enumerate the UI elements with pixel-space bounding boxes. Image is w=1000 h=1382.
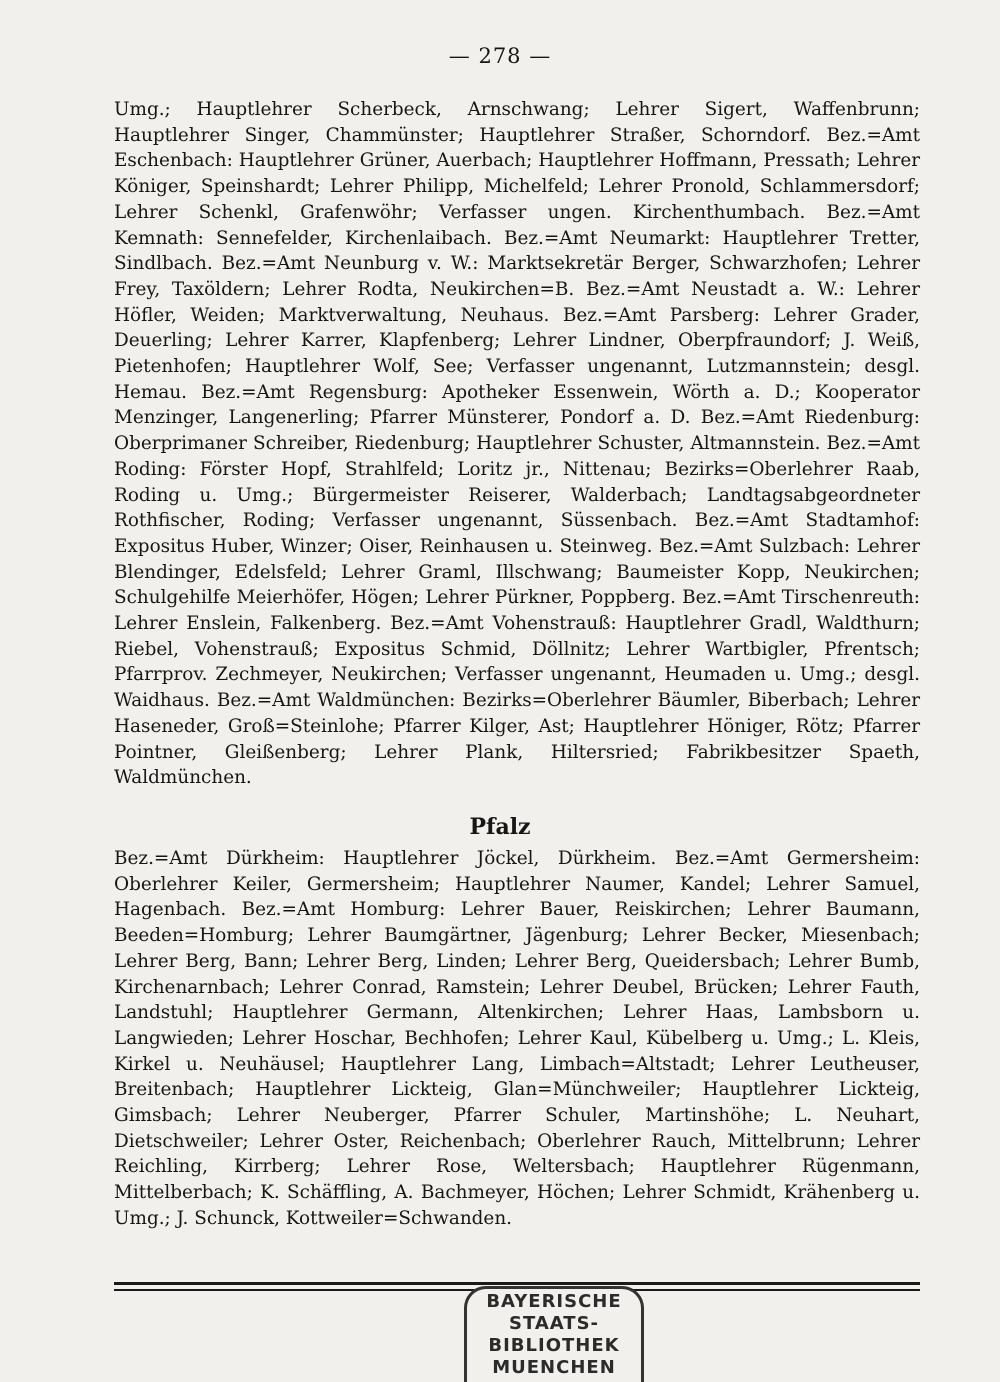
stamp-line: BIBLIOTHEK — [488, 1335, 620, 1356]
oberpfalz-contributors-paragraph — [114, 97, 920, 791]
section-heading-pfalz: Pfalz — [469, 814, 531, 840]
footer-rule — [114, 1282, 920, 1285]
page-number: — 278 — — [448, 44, 552, 68]
body-text: Bez.=Amt Dürkheim: Hauptlehrer Jöckel, Dürkheim. Bez.=Amt Germersheim: Oberlehrer Keiler, Germersheim; Hauptlehrer Naumer, Kandel; Lehrer Samuel, Hagenbach. Bez.=Amt Homburg: Lehrer Bauer, Reiskirchen; Lehrer Baumann, Beeden=Homburg; Lehrer Baumgärtner, Jägenburg; Lehrer Becker, Miesenbach; Lehrer Berg, Bann; Lehrer Berg, Linden; Lehrer Berg, Queidersbach; Lehrer Bumb, Kirchenarnbach; Lehrer Conrad, Ramstein; Lehrer Deubel, Brücken; Lehrer Fauth, Landstuhl; Hauptlehrer Germann, Altenkirchen; Lehrer Haas, Lambsborn u. Langwieden; Lehrer Hoschar, Bechhofen; Lehrer Kaul, Kübelberg u. Umg.; L. Kleis, Kirkel u. Neuhäusel; Hauptlehrer Lang, Limbach=Altstadt; Lehrer Leutheuser, Breitenbach; Hauptlehrer Lickteig, Glan=Münchweiler; Hauptlehrer Lickteig, Gimsbach; Lehrer Neuberger, Pfarrer Schuler, Martinshöhe; L. Neuhart, Dietschweiler; Lehrer Oster, Reichenbach; Oberlehrer Rauch, Mittelbrunn; Lehrer Reichling, Kirrberg; Lehrer Rose, Weltersbach; Hauptlehrer Rügenmann, Mittelberbach; K. Schäffling, A. Bachmeyer, Höchen; Lehrer Schmidt, Krähenberg u. Umg.; J. Schunck, Kottweiler=Schwanden. — [114, 848, 920, 1229]
pfalz-contributors-paragraph — [114, 846, 920, 1232]
stamp-line: STAATS- — [508, 1313, 600, 1334]
body-text: Umg.; Hauptlehrer Scherbeck, Arnschwang; Lehrer Sigert, Waffenbrunn; Hauptlehrer Singer, Chammünster; Hauptlehrer Straßer, Schorndorf. Bez.=Amt Eschenbach: Hauptlehrer Grüner, Auerbach; Hauptlehrer Hoffmann, Pressath; Lehrer Königer, Speinshardt; Lehrer Philipp, Michelfeld; Lehrer Pronold, Schlammersdorf; Lehrer Schenkl, Grafenwöhr; Verfasser ungen. Kirchenthumbach. Bez.=Amt Kemnath: Sennefelder, Kirchenlaibach. Bez.=Amt Neumarkt: Hauptlehrer Tretter, Sindlbach. Bez.=Amt Neunburg v. W.: Marktsekretär Berger, Schwarzhofen; Lehrer Frey, Taxöldern; Lehrer Rodta, Neukirchen=B. Bez.=Amt Neustadt a. W.: Lehrer Höfler, Weiden; Marktverwaltung, Neuhaus. Bez.=Amt Parsberg: Lehrer Grader, Deuerling; Lehrer Karrer, Klapfenberg; Lehrer Lindner, Oberpfraundorf; J. Weiß, Pietenhofen; Hauptlehrer Wolf, See; Verfasser ungenannt, Lutzmannstein; desgl. Hemau. Bez.=Amt Regensburg: Apotheker Essenwein, Wörth a. D.; Kooperator Menzinger, Langenerling; Pfarrer Münsterer, Pondorf a. D. Bez.=Amt Riedenburg: Oberprimaner Schreiber, Riedenburg; Hauptlehrer Schuster, Altmannstein. Bez.=Amt Roding: Förster Hopf, Strahlfeld; Loritz jr., Nittenau; Bezirks=Oberlehrer Raab, Roding u. Umg.; Bürgermeister Reiserer, Walderbach; Landtagsabgeordneter Rothfischer, Roding; Verfasser ungenannt, Süssenbach. Bez.=Amt Stadtamhof: Expositus Huber, Winzer; Oiser, Reinhausen u. Steinweg. Bez.=Amt Sulzbach: Lehrer Blendinger, Edelsfeld; Lehrer Graml, Illschwang; Baumeister Kopp, Neukirchen; Schulgehilfe Meierhöfer, Högen; Lehrer Pürkner, Poppberg. Bez.=Amt Tirschenreuth: Lehrer Enslein, Falkenberg. Bez.=Amt Vohenstrauß: Hauptlehrer Gradl, Waldthurn; Riebel, Vohenstrauß; Expositus Schmid, Döllnitz; Lehrer Wartbigler, Pfrentsch; Pfarrprov. Zechmeyer, Neukirchen; Verfasser ungenannt, Heumaden u. Umg.; desgl. Waidhaus. Bez.=Amt Waldmünchen: Bezirks=Oberlehrer Bäumler, Biberbach; Lehrer Haseneder, Groß=Steinlohe; Pfarrer Kilger, Ast; Hauptlehrer Höniger, Rötz; Pfarrer Pointner, Gleißenberg; Lehrer Plank, Hiltersried; Fabrikbesitzer Spaeth, Waldmünchen. — [114, 99, 920, 789]
library-stamp — [464, 1286, 644, 1382]
stamp-line: MUENCHEN — [492, 1357, 616, 1378]
stamp-line: BAYERISCHE — [486, 1291, 622, 1312]
